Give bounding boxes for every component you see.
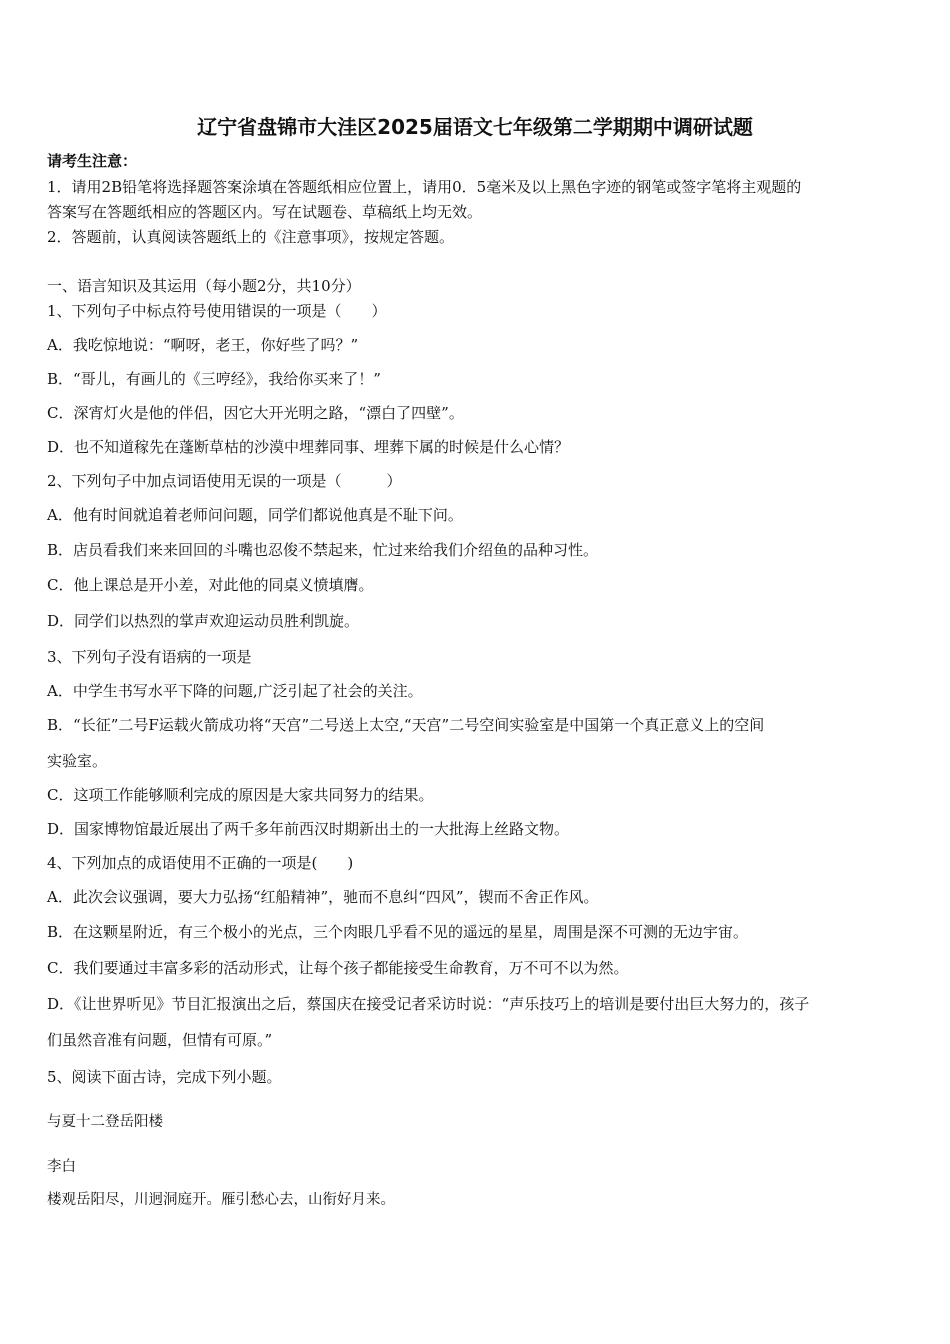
q2-option-d: D．同学们以热烈的掌声欢迎运动员胜利凯旋。 — [47, 612, 360, 630]
q3-option-a: A．中学生书写水平下降的问题,广泛引起了社会的关注。 — [47, 682, 423, 700]
notice-heading: 请考生注意： — [47, 152, 138, 170]
q5-stem: 5、阅读下面古诗，完成下列小题。 — [47, 1068, 282, 1086]
q4-option-a: A．此次会议强调，要大力弘扬“红船精神”，驰而不息纠“四风”，锲而不舍正作风。 — [47, 888, 599, 906]
page-title: 辽宁省盘锦市大洼区2025届语文七年级第二学期期中调研试题 — [197, 115, 753, 139]
section-heading: 一、语言知识及其运用（每小题2分，共10分） — [47, 277, 361, 295]
poem-author: 李白 — [47, 1159, 76, 1175]
q1-option-a: A．我吃惊地说：“啊呀，老王，你好些了吗？” — [47, 336, 359, 354]
q4-option-d-line-1: D．《让世界听见》节目汇报演出之后，蔡国庆在接受记者采访时说：“声乐技巧上的培训是要付出巨大努力的，孩子 — [47, 995, 810, 1013]
q1-option-d: D．也不知道稼先在蓬断草枯的沙漠中埋葬同事、埋葬下属的时候是什么心情？ — [47, 438, 570, 456]
q1-option-c: C．深宵灯火是他的伴侣，因它大开光明之路，“漂白了四壁”。 — [47, 404, 464, 422]
q1-option-b: B．“哥儿，有画儿的《三哼经》，我给你买来了！” — [47, 370, 381, 388]
q2-option-a: A．他有时间就追着老师问问题，同学们都说他真是不耻下问。 — [47, 506, 463, 524]
q4-option-c: C．我们要通过丰富多彩的活动形式，让每个孩子都能接受生命教育，万不可不以为然。 — [47, 959, 629, 977]
q2-option-b: B．店员看我们来来回回的斗嘴也忍俊不禁起来，忙过来给我们介绍鱼的品种习性。 — [47, 541, 599, 559]
q3-option-d: D．国家博物馆最近展出了两千多年前西汉时期新出土的一大批海上丝路文物。 — [47, 820, 570, 838]
q4-stem: 4、下列加点的成语使用不正确的一项是( ) — [47, 854, 354, 872]
notice-item-1-line-1: 1．请用2B铅笔将选择题答案涂填在答题纸相应位置上，请用0．5毫米及以上黑色字迹的钢笔或签字笔将主观题的 — [47, 178, 802, 196]
poem-title: 与夏十二登岳阳楼 — [47, 1114, 163, 1130]
notice-item-1-line-2: 答案写在答题纸相应的答题区内。写在试题卷、草稿纸上均无效。 — [47, 203, 483, 221]
q3-option-b-line-1: B．“长征”二号F运载火箭成功将“天宫”二号送上太空,“天宫”二号空间实验室是中国第一个真正意义上的空间 — [47, 716, 765, 734]
q2-option-c: C．他上课总是开小差，对此他的同桌义愤填膺。 — [47, 576, 374, 594]
poem-line-1: 楼观岳阳尽，川迥洞庭开。雁引愁心去，山衔好月来。 — [47, 1192, 395, 1208]
q3-option-c: C．这项工作能够顺利完成的原因是大家共同努力的结果。 — [47, 786, 434, 804]
notice-item-2: 2．答题前，认真阅读答题纸上的《注意事项》，按规定答题。 — [47, 228, 455, 246]
q3-option-b-line-2: 实验室。 — [47, 752, 108, 770]
q4-option-d-line-2: 们虽然音准有问题，但情有可原。” — [47, 1031, 273, 1049]
q3-stem: 3、下列句子没有语病的一项是 — [47, 648, 252, 666]
q2-stem: 2、下列句子中加点词语使用无误的一项是（ ） — [47, 472, 402, 490]
q1-stem: 1、下列句子中标点符号使用错误的一项是（ ） — [47, 302, 387, 320]
q4-option-b: B．在这颗星附近，有三个极小的光点，三个肉眼几乎看不见的遥远的星星，周围是深不可测的无边宇宙。 — [47, 923, 749, 941]
